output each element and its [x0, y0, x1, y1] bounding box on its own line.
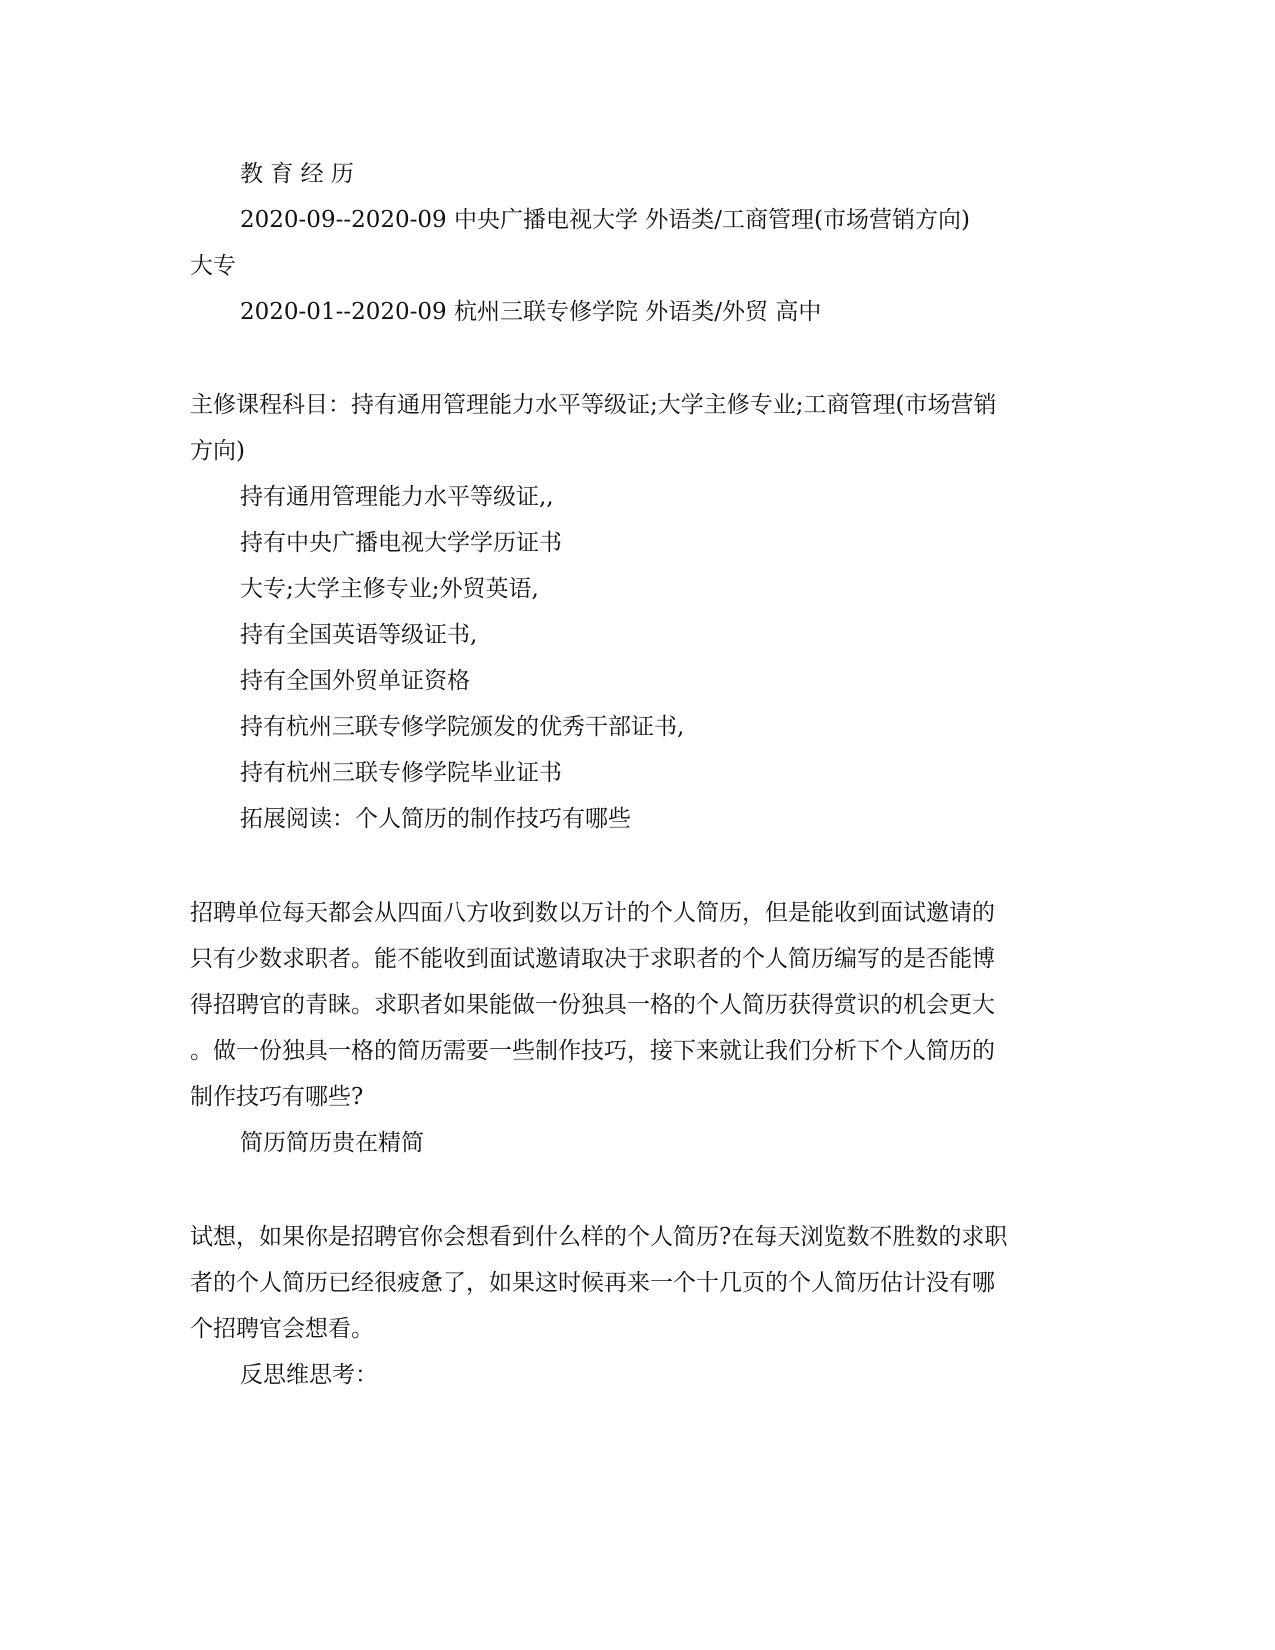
paragraph-1-line-5: 制作技巧有哪些? [190, 1084, 364, 1110]
education-entry-2: 2020-01--2020-09 杭州三联专修学院 外语类/外贸 高中 [240, 299, 822, 325]
major-courses-line-1: 主修课程科目：持有通用管理能力水平等级证;大学主修专业;工商管理(市场营销 [190, 392, 997, 418]
section-heading-education: 教 育 经 历 [240, 161, 354, 187]
education-entry-1: 2020-09--2020-09 中央广播电视大学 外语类/工商管理(市场营销方向) [240, 207, 971, 233]
certificate-item-7: 持有杭州三联专修学院毕业证书 [240, 760, 562, 786]
paragraph-2-line-2: 者的个人简历已经很疲惫了，如果这时候再来一个十几页的个人简历估计没有哪 [190, 1270, 995, 1296]
certificate-item-6: 持有杭州三联专修学院颁发的优秀干部证书, [240, 714, 685, 740]
certificate-item-2: 持有中央广播电视大学学历证书 [240, 530, 562, 556]
paragraph-1-line-4: 。做一份独具一格的简历需要一些制作技巧，接下来就让我们分析下个人简历的 [190, 1038, 995, 1064]
subheading-concise: 简历简历贵在精简 [240, 1130, 424, 1156]
education-entry-1-level: 大专 [190, 253, 236, 279]
paragraph-2-line-3: 个招聘官会想看。 [190, 1316, 374, 1342]
paragraph-1-line-1: 招聘单位每天都会从四面八方收到数以万计的个人简历，但是能收到面试邀请的 [190, 900, 995, 926]
subheading-reverse-thinking: 反思维思考： [240, 1362, 378, 1388]
certificate-item-4: 持有全国英语等级证书, [240, 622, 478, 648]
certificate-item-1: 持有通用管理能力水平等级证,, [240, 484, 554, 510]
certificate-item-5: 持有全国外贸单证资格 [240, 668, 470, 694]
extended-reading-title: 拓展阅读：个人简历的制作技巧有哪些 [240, 806, 631, 832]
paragraph-2-line-1: 试想，如果你是招聘官你会想看到什么样的个人简历?在每天浏览数不胜数的求职 [190, 1224, 1008, 1250]
certificate-item-3: 大专;大学主修专业;外贸英语, [240, 576, 539, 602]
major-courses-line-2: 方向) [190, 438, 245, 464]
paragraph-1-line-2: 只有少数求职者。能不能收到面试邀请取决于求职者的个人简历编写的是否能博 [190, 946, 995, 972]
paragraph-1-line-3: 得招聘官的青睐。求职者如果能做一份独具一格的个人简历获得赏识的机会更大 [190, 992, 995, 1018]
